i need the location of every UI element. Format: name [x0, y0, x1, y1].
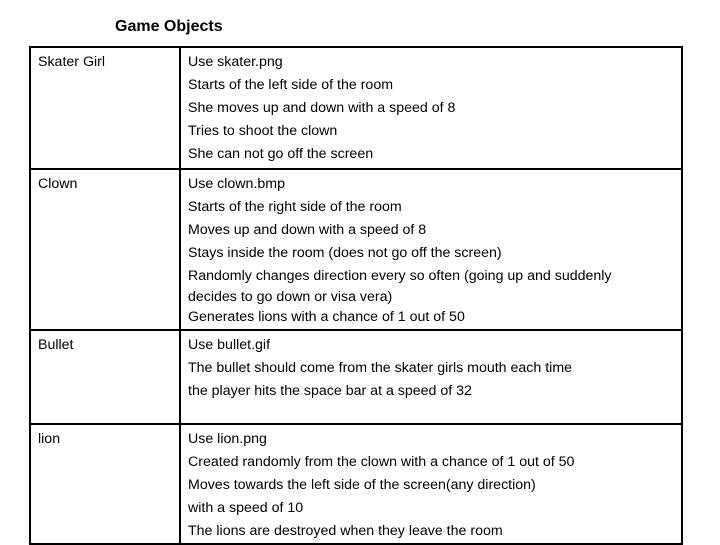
description-line: Generates lions with a chance of 1 out of 50: [188, 309, 465, 325]
description-line: Moves up and down with a speed of 8: [188, 222, 427, 238]
object-name: Skater Girl: [30, 47, 180, 169]
description-line: The bullet should come from the skater girls mouth each time: [188, 360, 573, 376]
description-line: Use bullet.gif: [188, 337, 271, 353]
table-row-bullet: [30, 330, 682, 424]
description-line: Created randomly from the clown with a chance of 1 out of 50: [188, 454, 575, 470]
object-description: [180, 330, 682, 424]
table-row-clown: [30, 169, 682, 330]
object-name: Bullet: [30, 330, 180, 424]
object-name: Clown: [30, 169, 180, 330]
table-row-lion: [30, 424, 682, 544]
description-line: Randomly changes direction every so often (going up and suddenly: [188, 268, 612, 284]
description-line: She can not go off the screen: [188, 146, 374, 162]
description-line: She moves up and down with a speed of 8: [188, 100, 456, 116]
description-line: the player hits the space bar at a speed of 32: [188, 383, 472, 399]
description-line: with a speed of 10: [188, 500, 304, 516]
description-line: Stays inside the room (does not go off the screen): [188, 245, 502, 261]
object-description: [180, 424, 682, 544]
object-description: [180, 169, 682, 330]
object-name: lion: [30, 424, 180, 544]
description-line: Use lion.png: [188, 431, 267, 447]
description-line: Moves towards the left side of the screen(any direction): [188, 477, 536, 493]
description-line: Use clown.bmp: [188, 176, 285, 192]
table-row-skater-girl: [30, 47, 682, 169]
description-line: decides to go down or visa vera): [188, 289, 393, 305]
description-line: Use skater.png: [188, 54, 283, 70]
game-objects-table: [29, 46, 683, 545]
page-title: Game Objects: [115, 18, 223, 35]
description-line: Starts of the right side of the room: [188, 199, 402, 215]
description-line: Starts of the left side of the room: [188, 77, 394, 93]
description-line: The lions are destroyed when they leave the room: [188, 523, 503, 539]
object-description: [180, 47, 682, 169]
description-line: Tries to shoot the clown: [188, 123, 338, 139]
